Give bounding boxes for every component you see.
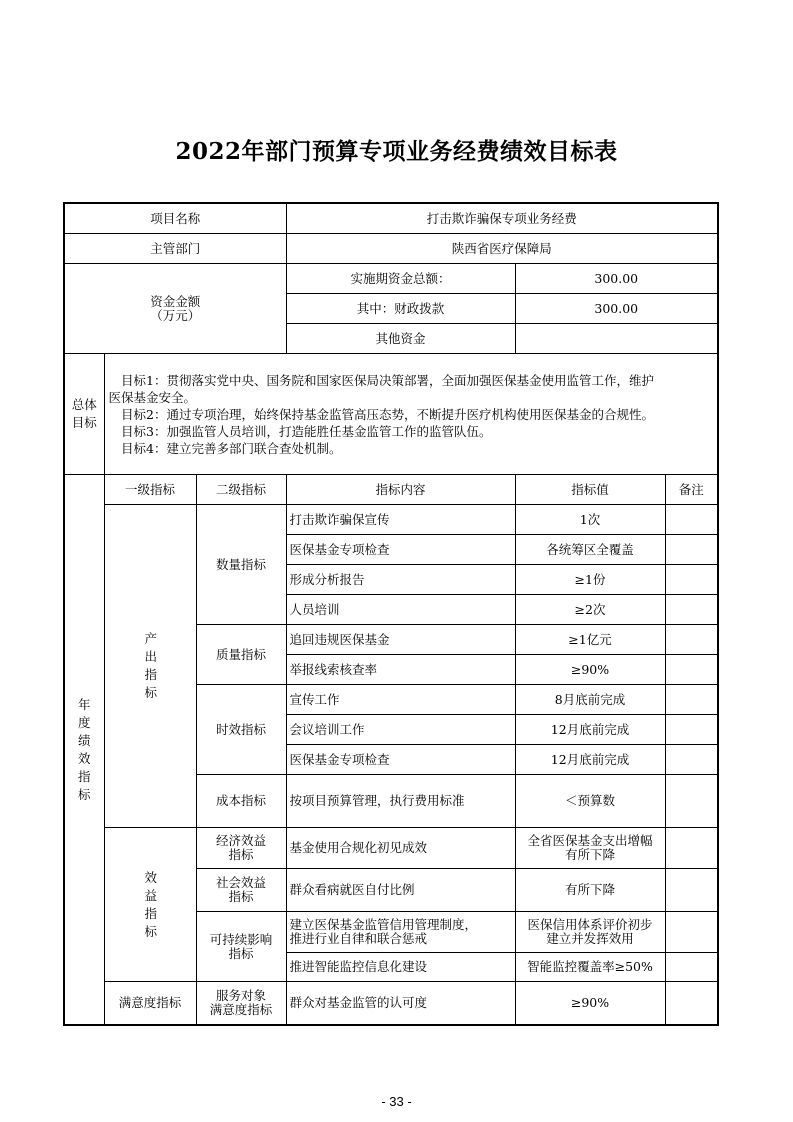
indicator-value: 1次 xyxy=(515,505,665,535)
header-remark: 备注 xyxy=(665,475,718,505)
annual-indicators-label: 年度绩效指标 xyxy=(64,475,104,1026)
indicator-remark xyxy=(665,625,718,655)
indicator-remark xyxy=(665,685,718,715)
indicator-value-line-1: 全省医保基金支出增幅 xyxy=(527,833,653,848)
funds-total-value: 300.00 xyxy=(515,264,718,294)
goal-1-line-2: 医保基金安全。 xyxy=(108,389,197,405)
goal-2: 目标2：通过专项治理，始终保持基金监管高压态势，不断提升医疗机构使用医保基金的合规性。 xyxy=(121,406,654,422)
indicator-remark xyxy=(665,828,718,869)
quality-indicators-label: 质量指标 xyxy=(196,625,286,685)
indicator-content: 医保基金专项检查 xyxy=(286,745,515,775)
indicator-value: ≥90% xyxy=(515,982,665,1026)
indicator-value: ≥1份 xyxy=(515,565,665,595)
indicator-content: 形成分析报告 xyxy=(286,565,515,595)
indicator-remark xyxy=(665,953,718,982)
indicator-content: 人员培训 xyxy=(286,595,515,625)
indicator-content: 群众看病就医自付比例 xyxy=(286,869,515,912)
indicator-remark xyxy=(665,565,718,595)
indicator-remark xyxy=(665,912,718,953)
indicator-value xyxy=(515,828,665,869)
header-level2: 二级指标 xyxy=(196,475,286,505)
funds-other-value xyxy=(515,324,718,354)
indicator-content: 打击欺诈骗保宣传 xyxy=(286,505,515,535)
indicator-content: 举报线索核查率 xyxy=(286,655,515,685)
row-funds-total xyxy=(64,264,718,294)
indicator-remark xyxy=(665,535,718,565)
overall-goals-label: 总体目标 xyxy=(64,354,104,475)
project-name-value: 打击欺诈骗保专项业务经费 xyxy=(286,203,718,234)
header-content: 指标内容 xyxy=(286,475,515,505)
cost-indicators-label: 成本指标 xyxy=(196,775,286,828)
row-indicator-header xyxy=(64,475,718,505)
header-value: 指标值 xyxy=(515,475,665,505)
indicator-content: 追回违规医保基金 xyxy=(286,625,515,655)
goal-3: 目标3：加强监管人员培训，打造能胜任基金监管工作的监管队伍。 xyxy=(121,423,492,439)
indicator-content: 群众对基金监管的认可度 xyxy=(286,982,515,1026)
indicator-value-line-2: 建立并发挥效用 xyxy=(546,931,634,946)
header-level1: 一级指标 xyxy=(104,475,196,505)
indicator-remark xyxy=(665,775,718,828)
indicator-value: 8月底前完成 xyxy=(515,685,665,715)
indicator-content-line-2: 推进行业自律和联合惩戒 xyxy=(289,931,428,946)
department-value: 陕西省医疗保障局 xyxy=(286,234,718,264)
indicator-value: ≥1亿元 xyxy=(515,625,665,655)
overall-goals-content xyxy=(104,354,718,475)
indicator-remark xyxy=(665,715,718,745)
table-row xyxy=(64,828,718,869)
sustain-label-line-2: 指标 xyxy=(228,945,254,961)
funds-total-label: 实施期资金总额： xyxy=(286,264,515,294)
row-department xyxy=(64,234,718,264)
quantity-indicators-label: 数量指标 xyxy=(196,505,286,625)
funds-fiscal-value: 300.00 xyxy=(515,294,718,324)
row-project-name xyxy=(64,203,718,234)
indicator-value: 智能监控覆盖率≥50% xyxy=(515,953,665,982)
indicator-value-line-2: 有所下降 xyxy=(564,847,615,862)
indicator-content: 推进智能监控信息化建设 xyxy=(286,953,515,982)
indicator-value: 各统筹区全覆盖 xyxy=(515,535,665,565)
timeliness-indicators-label: 时效指标 xyxy=(196,685,286,775)
indicator-value: ＜预算数 xyxy=(515,775,665,828)
table-row xyxy=(64,505,718,535)
indicator-remark xyxy=(665,505,718,535)
page-title: 2022年部门预算专项业务经费绩效目标表 xyxy=(175,138,618,165)
goal-1-line-1: 目标1：贯彻落实党中央、国务院和国家医保局决策部署，全面加强医保基金使用监管工作，维护 xyxy=(121,372,654,388)
output-indicators-label: 产出指标 xyxy=(104,505,196,828)
performance-table xyxy=(63,202,719,1026)
sustainability-indicators-label xyxy=(196,912,286,982)
indicator-content: 宣传工作 xyxy=(286,685,515,715)
indicator-remark xyxy=(665,745,718,775)
indicator-remark xyxy=(665,982,718,1026)
service-label-line-2: 满意度指标 xyxy=(209,1002,273,1017)
project-name-label: 项目名称 xyxy=(64,203,286,234)
indicator-value xyxy=(515,912,665,953)
indicator-value: 12月底前完成 xyxy=(515,715,665,745)
economic-label-line-2: 指标 xyxy=(228,847,254,862)
service-label-line-1: 服务对象 xyxy=(215,988,266,1003)
indicator-remark xyxy=(665,595,718,625)
indicator-content-line-1: 建立医保基金监管信用管理制度， xyxy=(289,917,478,932)
indicator-remark xyxy=(665,869,718,912)
social-label-line-2: 指标 xyxy=(228,889,254,904)
funds-label-cell xyxy=(64,264,286,354)
indicator-content xyxy=(286,912,515,953)
row-overall-goals xyxy=(64,354,718,475)
indicator-remark xyxy=(665,655,718,685)
indicator-value-line-1: 医保信用体系评价初步 xyxy=(527,917,653,932)
indicator-content: 基金使用合规化初见成效 xyxy=(286,828,515,869)
indicator-content: 医保基金专项检查 xyxy=(286,535,515,565)
funds-fiscal-label: 其中：财政拨款 xyxy=(286,294,515,324)
funds-unit: （万元） xyxy=(150,307,201,323)
sustain-label-line-1: 可持续影响 xyxy=(209,931,273,947)
economic-indicators-label xyxy=(196,828,286,869)
indicator-content: 按项目预算管理，执行费用标准 xyxy=(286,775,515,828)
page-number: - 33 - xyxy=(381,1094,412,1109)
benefit-indicators-label: 效益指标 xyxy=(104,828,196,982)
table-row xyxy=(64,982,718,1026)
indicator-value: ≥90% xyxy=(515,655,665,685)
funds-other-label: 其他资金 xyxy=(286,324,515,354)
indicator-content: 会议培训工作 xyxy=(286,715,515,745)
department-label: 主管部门 xyxy=(64,234,286,264)
social-indicators-label xyxy=(196,869,286,912)
economic-label-line-1: 经济效益 xyxy=(215,833,266,848)
indicator-value: 12月底前完成 xyxy=(515,745,665,775)
service-satisfaction-label xyxy=(196,982,286,1026)
funds-label: 资金金额 xyxy=(150,293,201,309)
indicator-value: ≥2次 xyxy=(515,595,665,625)
goal-4: 目标4：建立完善多部门联合查处机制。 xyxy=(121,440,342,456)
indicator-value: 有所下降 xyxy=(515,869,665,912)
social-label-line-1: 社会效益 xyxy=(215,875,266,890)
satisfaction-indicators-label: 满意度指标 xyxy=(104,982,196,1026)
